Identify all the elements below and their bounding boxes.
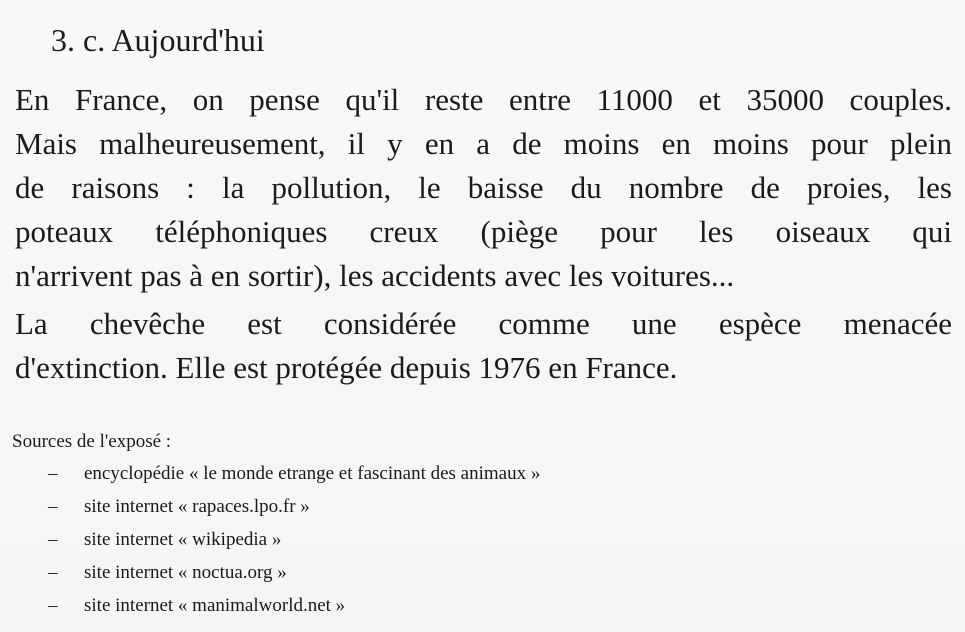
source-text: site internet « rapaces.lpo.fr » xyxy=(84,496,310,517)
paragraph-line: Mais malheureusement, il y en a de moins en moins pour plein xyxy=(15,126,952,161)
source-text: site internet « noctua.org » xyxy=(84,562,287,583)
source-item xyxy=(12,523,712,556)
source-item xyxy=(12,556,712,589)
sources-section xyxy=(12,425,712,622)
paragraph-line: poteaux téléphoniques creux (piège pour les oiseaux qui xyxy=(15,214,952,249)
paragraph-population xyxy=(15,78,952,298)
source-item xyxy=(12,589,712,622)
source-text: site internet « wikipedia » xyxy=(84,529,282,550)
dash-bullet: – xyxy=(48,562,58,583)
sources-title: Sources de l'exposé : xyxy=(12,431,172,452)
source-item xyxy=(12,490,712,523)
paragraph-line: de raisons : la pollution, le baisse du nombre de proies, les xyxy=(15,170,952,205)
section-heading: 3. c. Aujourd'hui xyxy=(51,22,265,58)
paragraph-line: La chevêche est considérée comme une espèce menacée xyxy=(15,306,952,341)
dash-bullet: – xyxy=(48,529,58,550)
sources-list xyxy=(12,457,712,622)
paragraph-line: n'arrivent pas à en sortir), les accidents avec les voitures... xyxy=(15,258,735,293)
paragraph-protection xyxy=(15,302,952,390)
source-item xyxy=(12,457,712,490)
dash-bullet: – xyxy=(48,463,58,484)
paragraph-line: d'extinction. Elle est protégée depuis 1976 en France. xyxy=(15,350,678,385)
source-text: encyclopédie « le monde etrange et fascinant des animaux » xyxy=(84,463,541,484)
source-text: site internet « manimalworld.net » xyxy=(84,595,346,616)
paragraph-line: En France, on pense qu'il reste entre 11000 et 35000 couples. xyxy=(15,82,952,117)
dash-bullet: – xyxy=(48,595,58,616)
dash-bullet: – xyxy=(48,496,58,517)
